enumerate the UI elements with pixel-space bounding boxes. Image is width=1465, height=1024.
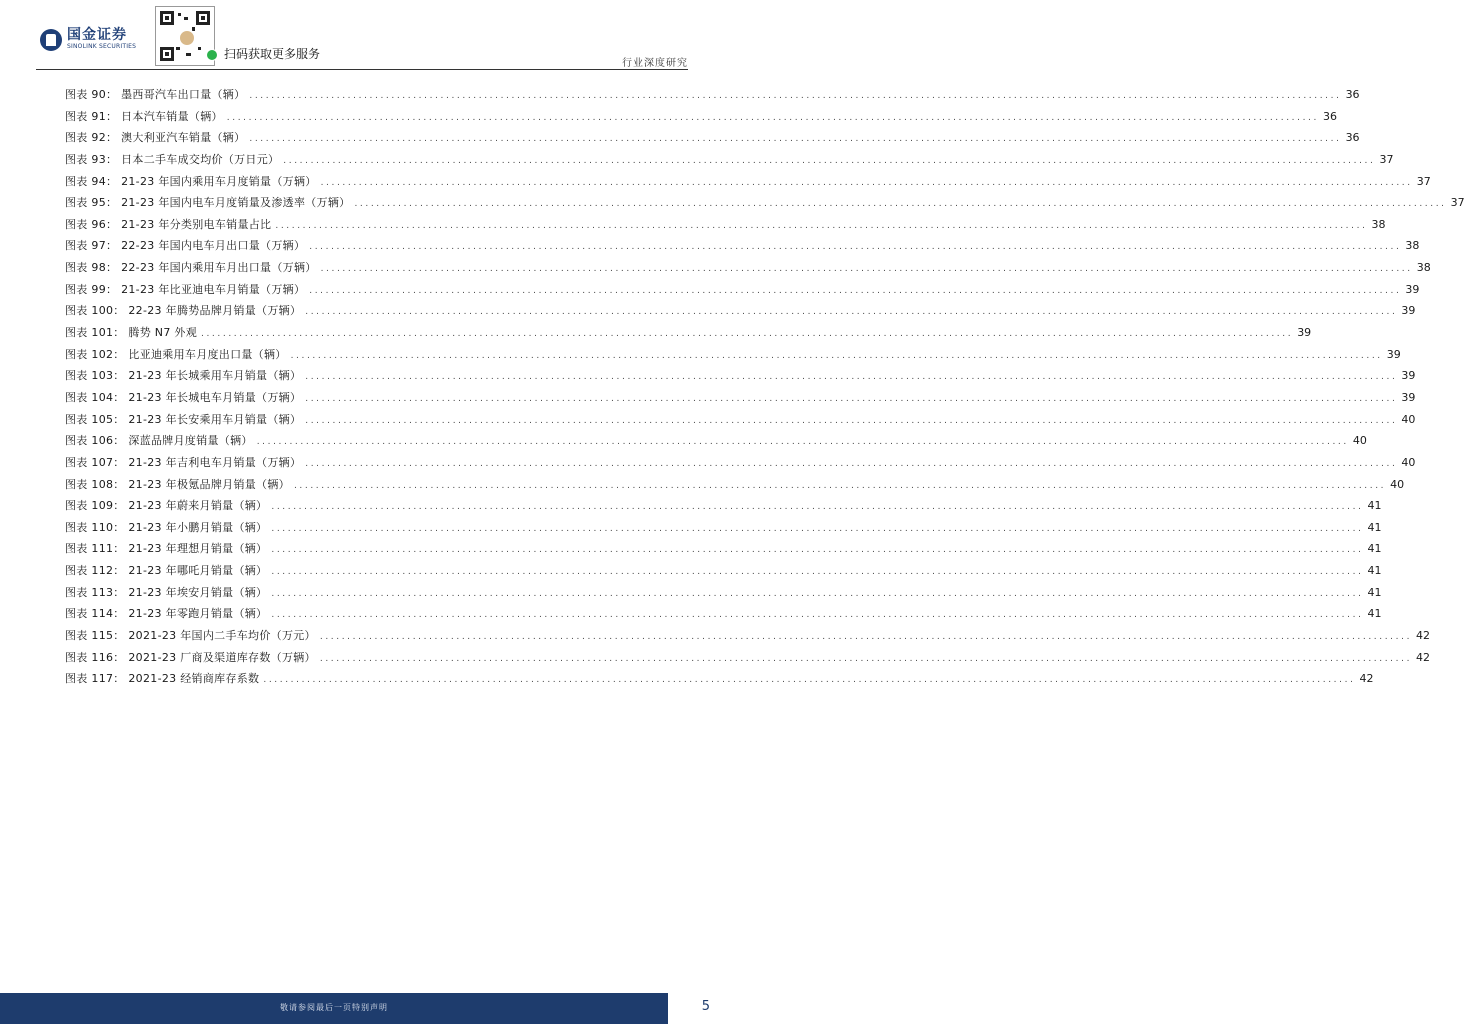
toc-entry-page: 36 (1345, 131, 1360, 145)
toc-entry-page: 40 (1352, 434, 1367, 448)
toc-entry-title: 图表 90： 墨西哥汽车出口量（辆） (65, 88, 246, 101)
footer-disclaimer: 敬请参阅最后一页特别声明 (280, 1003, 388, 1012)
toc-entry[interactable] (65, 476, 1405, 498)
toc-entry[interactable] (65, 519, 1382, 541)
toc-entry[interactable] (65, 194, 1465, 216)
toc-entry[interactable] (65, 411, 1416, 433)
qr-logo (178, 29, 196, 47)
toc-entry-page: 39 (1386, 347, 1401, 361)
toc-entry[interactable] (65, 324, 1312, 346)
toc-entry[interactable] (65, 454, 1416, 476)
page-number: 5 (701, 999, 710, 1014)
toc-leader-dots: ........................................................................................................................................................................................................ (305, 393, 1398, 404)
toc-leader-dots: ........................................................................................................................................................................................................ (271, 545, 1364, 556)
logo-cn: 国金证券 (67, 27, 127, 43)
toc-entry-title: 图表 99： 21-23 年比亚迪电车月销量（万辆） (65, 282, 306, 296)
toc-entry[interactable] (65, 562, 1382, 584)
toc-entry-title: 图表 100： 22-23 年腾势品牌月销量（万辆） (65, 304, 302, 318)
toc-entry-page: 40 (1401, 412, 1416, 426)
toc-entry-title: 图表 106： 深蓝品牌月度销量（辆） (65, 434, 253, 448)
toc-leader-dots: ........................................................................................................................................................................................................ (271, 588, 1364, 599)
toc-entry-title: 图表 105： 21-23 年长安乘用车月销量（辆） (65, 412, 302, 426)
toc-entry[interactable] (65, 605, 1382, 627)
toc-leader-dots: ........................................................................................................................................................................................................ (283, 155, 1376, 166)
toc-leader-dots: ........................................................................................................................................................................................................ (275, 220, 1368, 231)
toc-entry[interactable] (65, 367, 1416, 389)
toc-leader-dots: ........................................................................................................................................................................................................ (271, 502, 1364, 513)
toc-leader-dots: ........................................................................................................................................................................................................ (249, 91, 1342, 101)
toc-leader-dots: ........................................................................................................................................................................................................ (263, 675, 1356, 686)
toc-entry-page: 37 (1450, 196, 1465, 210)
toc-entry[interactable] (65, 627, 1431, 649)
toc-leader-dots: ........................................................................................................................................................................................................ (305, 458, 1398, 469)
toc-entry-page: 40 (1401, 455, 1416, 469)
wechat-icon (206, 49, 218, 61)
toc-leader-dots: ........................................................................................................................................................................................................ (320, 177, 1413, 188)
toc-entry[interactable] (65, 540, 1382, 562)
toc-entry[interactable] (65, 302, 1416, 324)
toc-entry[interactable] (65, 237, 1420, 259)
toc-entry-page: 38 (1416, 261, 1431, 275)
toc-entry[interactable] (65, 281, 1420, 303)
toc-leader-dots: ........................................................................................................................................................................................................ (319, 653, 1413, 664)
qr-code-icon (155, 6, 215, 66)
toc-entry-title: 图表 95： 21-23 年国内电车月度销量及渗透率（万辆） (65, 196, 351, 210)
toc-leader-dots: ........................................................................................................................................................................................................ (305, 307, 1398, 318)
toc-entry-page: 36 (1322, 109, 1337, 123)
toc-leader-dots: ........................................................................................................................................................................................................ (290, 350, 1383, 361)
toc-entry[interactable] (65, 670, 1374, 692)
toc-entry-title: 图表 94： 21-23 年国内乘用车月度销量（万辆） (65, 174, 317, 188)
toc-leader-dots: ........................................................................................................................................................................................................ (309, 285, 1402, 296)
toc-entry-title: 图表 114： 21-23 年零跑月销量（辆） (65, 607, 268, 621)
toc-entry-title: 图表 111： 21-23 年理想月销量（辆） (65, 542, 268, 556)
toc-entry-title: 图表 115： 2021-23 年国内二手车均价（万元） (65, 629, 316, 643)
toc-leader-dots: ........................................................................................................................................................................................................ (249, 134, 1342, 145)
toc-entry-title: 图表 113： 21-23 年埃安月销量（辆） (65, 585, 268, 599)
logo-en: SINOLINK SECURITIES (67, 43, 137, 50)
toc-leader-dots: ........................................................................................................................................................................................................ (319, 632, 1413, 643)
toc-entry-title: 图表 96： 21-23 年分类别电车销量占比 (65, 217, 272, 231)
toc-entry-title: 图表 108： 21-23 年极氪品牌月销量（辆） (65, 477, 290, 491)
toc-leader-dots: ........................................................................................................................................................................................................ (201, 329, 1294, 340)
toc-entry-title: 图表 110： 21-23 年小鹏月销量（辆） (65, 520, 268, 534)
logo-text (67, 28, 136, 51)
scan-prompt: 扫码获取更多服务 (224, 47, 321, 61)
toc-entry[interactable] (65, 346, 1401, 368)
toc-leader-dots: ........................................................................................................................................................................................................ (271, 523, 1364, 534)
toc-entry-title: 图表 107： 21-23 年吉利电车月销量（万辆） (65, 455, 302, 469)
toc-leader-dots: ........................................................................................................................................................................................................ (256, 437, 1349, 448)
toc-leader-dots: ........................................................................................................................................................................................................ (226, 112, 1319, 123)
toc-entry-page: 42 (1416, 629, 1431, 643)
toc-entry-title: 图表 91： 日本汽车销量（辆） (65, 109, 223, 123)
toc-entry[interactable] (65, 108, 1337, 130)
toc-entry-page: 38 (1405, 239, 1420, 253)
report-category: 行业深度研究 (622, 58, 688, 69)
toc-entry-page: 38 (1371, 217, 1386, 231)
page-header (0, 0, 724, 72)
toc-leader-dots: ........................................................................................................................................................................................................ (305, 415, 1398, 426)
toc-entry[interactable] (65, 497, 1382, 519)
toc-entry-title: 图表 116： 2021-23 厂商及渠道库存数（万辆） (65, 650, 316, 664)
toc-leader-dots: ........................................................................................................................................................................................................ (271, 610, 1364, 621)
toc-leader-dots: ........................................................................................................................................................................................................ (354, 199, 1447, 210)
company-logo (40, 28, 136, 51)
toc-entry-page: 36 (1345, 88, 1360, 101)
toc-entry-page: 39 (1297, 326, 1312, 340)
toc-entry-page: 39 (1401, 304, 1416, 318)
header-divider (36, 69, 688, 70)
toc-entry-page: 41 (1367, 499, 1382, 513)
toc-leader-dots: ........................................................................................................................................................................................................ (305, 372, 1398, 383)
toc-entry-page: 37 (1379, 152, 1394, 166)
toc-entry-title: 图表 97： 22-23 年国内电车月出口量（万辆） (65, 239, 306, 253)
toc-entry[interactable] (65, 584, 1382, 606)
toc-entry-title: 图表 102： 比亚迪乘用车月度出口量（辆） (65, 347, 287, 361)
toc-entry[interactable] (65, 259, 1431, 281)
logo-icon (40, 29, 62, 51)
toc-entry-title: 图表 93： 日本二手车成交均价（万日元） (65, 152, 280, 166)
toc-leader-dots: ........................................................................................................................................................................................................ (320, 264, 1413, 275)
toc-entry-page: 39 (1405, 282, 1420, 296)
toc-entry-page: 41 (1367, 564, 1382, 578)
toc-entry-title: 图表 103： 21-23 年长城乘用车月销量（辆） (65, 369, 302, 383)
toc-entry-page: 37 (1416, 174, 1431, 188)
toc-leader-dots: ........................................................................................................................................................................................................ (271, 567, 1364, 578)
toc-entry-title: 图表 109： 21-23 年蔚来月销量（辆） (65, 499, 268, 513)
toc-entry-title: 图表 101： 腾势 N7 外观 (65, 326, 198, 340)
toc-entry[interactable] (65, 389, 1416, 411)
page-footer (0, 993, 724, 1024)
toc-entry-title: 图表 98： 22-23 年国内乘用车月出口量（万辆） (65, 261, 317, 275)
toc-entry-page: 39 (1401, 369, 1416, 383)
toc-entry-page: 41 (1367, 542, 1382, 556)
toc-entry-page: 39 (1401, 390, 1416, 404)
toc-entry-title: 图表 92： 澳大利亚汽车销量（辆） (65, 131, 246, 145)
toc-leader-dots: ........................................................................................................................................................................................................ (293, 480, 1387, 491)
toc-leader-dots: ........................................................................................................................................................................................................ (309, 242, 1402, 253)
toc-entry-title: 图表 104： 21-23 年长城电车月销量（万辆） (65, 390, 302, 404)
figure-list (65, 86, 1465, 692)
toc-entry[interactable] (65, 129, 1360, 151)
toc-entry-page: 41 (1367, 585, 1382, 599)
toc-entry[interactable] (65, 86, 1360, 108)
toc-entry[interactable] (65, 173, 1431, 195)
toc-entry-page: 41 (1367, 520, 1382, 534)
toc-entry[interactable] (65, 649, 1431, 671)
toc-entry[interactable] (65, 151, 1394, 173)
toc-entry-page: 41 (1367, 607, 1382, 621)
toc-entry-page: 42 (1416, 650, 1431, 664)
toc-entry-page: 40 (1390, 477, 1405, 491)
toc-entry-title: 图表 112： 21-23 年哪吒月销量（辆） (65, 564, 268, 578)
toc-entry[interactable] (65, 216, 1386, 238)
toc-entry[interactable] (65, 432, 1367, 454)
toc-entry-title: 图表 117： 2021-23 经销商库存系数 (65, 672, 260, 686)
toc-entry-page: 42 (1359, 672, 1374, 686)
